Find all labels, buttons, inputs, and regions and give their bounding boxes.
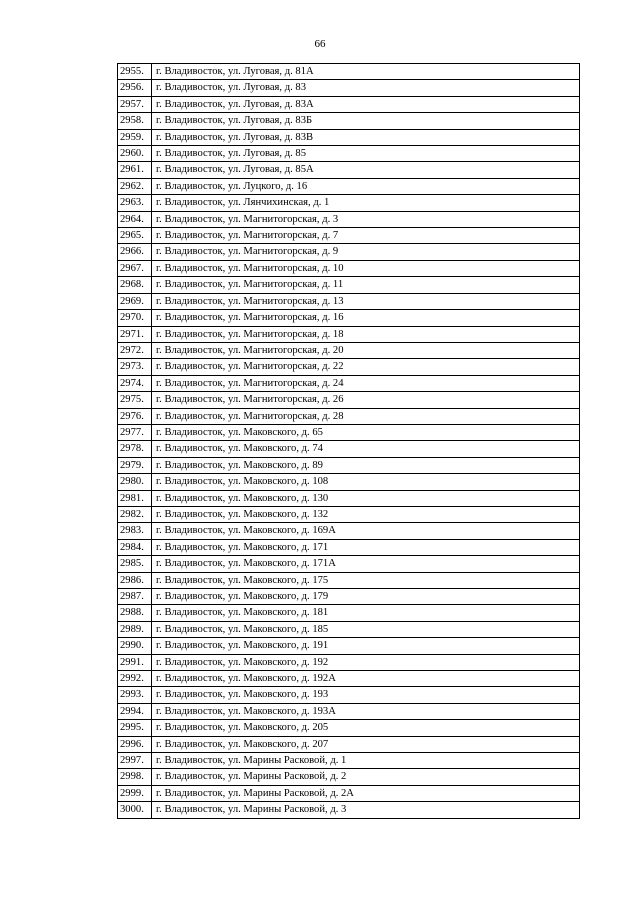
table-row: [118, 474, 580, 490]
table-row: [118, 720, 580, 736]
row-address: г. Владивосток, ул. Луговая, д. 85А: [152, 162, 580, 178]
row-number: 2981.: [118, 490, 152, 506]
row-address: г. Владивосток, ул. Маковского, д. 193А: [152, 703, 580, 719]
row-number: 3000.: [118, 802, 152, 818]
page-number: 66: [314, 38, 326, 50]
row-address: г. Владивосток, ул. Маковского, д. 205: [152, 720, 580, 736]
table-row: [118, 195, 580, 211]
row-number: 2974.: [118, 375, 152, 391]
row-address: г. Владивосток, ул. Маковского, д. 89: [152, 457, 580, 473]
row-number: 2969.: [118, 293, 152, 309]
table-row: [118, 802, 580, 818]
table-row: [118, 244, 580, 260]
table-row: [118, 638, 580, 654]
table-row: [118, 293, 580, 309]
table-row: [118, 457, 580, 473]
row-number: 2988.: [118, 605, 152, 621]
table-row: [118, 80, 580, 96]
row-number: 2995.: [118, 720, 152, 736]
row-address: г. Владивосток, ул. Маковского, д. 65: [152, 424, 580, 440]
row-number: 2993.: [118, 687, 152, 703]
row-address: г. Владивосток, ул. Луговая, д. 83А: [152, 96, 580, 112]
row-number: 2989.: [118, 621, 152, 637]
row-number: 2964.: [118, 211, 152, 227]
table-row: [118, 506, 580, 522]
row-address: г. Владивосток, ул. Маковского, д. 207: [152, 736, 580, 752]
row-number: 2962.: [118, 178, 152, 194]
row-address: г. Владивосток, ул. Маковского, д. 175: [152, 572, 580, 588]
table-row: [118, 178, 580, 194]
table-row: [118, 490, 580, 506]
row-number: 2970.: [118, 310, 152, 326]
table-row: [118, 523, 580, 539]
table-row: [118, 277, 580, 293]
table-row: [118, 310, 580, 326]
row-number: 2965.: [118, 228, 152, 244]
row-number: 2980.: [118, 474, 152, 490]
row-number: 2966.: [118, 244, 152, 260]
table-row: [118, 64, 580, 80]
row-number: 2979.: [118, 457, 152, 473]
row-number: 2987.: [118, 589, 152, 605]
row-number: 2999.: [118, 785, 152, 801]
row-number: 2996.: [118, 736, 152, 752]
row-address: г. Владивосток, ул. Марины Расковой, д. 2А: [152, 785, 580, 801]
row-address: г. Владивосток, ул. Маковского, д. 132: [152, 506, 580, 522]
row-address: г. Владивосток, ул. Магнитогорская, д. 24: [152, 375, 580, 391]
row-address: г. Владивосток, ул. Маковского, д. 130: [152, 490, 580, 506]
row-number: 2985.: [118, 556, 152, 572]
table-row: [118, 326, 580, 342]
table-row: [118, 769, 580, 785]
row-number: 2968.: [118, 277, 152, 293]
row-number: 2973.: [118, 359, 152, 375]
row-address: г. Владивосток, ул. Лянчихинская, д. 1: [152, 195, 580, 211]
table-row: [118, 162, 580, 178]
row-address: г. Владивосток, ул. Магнитогорская, д. 9: [152, 244, 580, 260]
row-address: г. Владивосток, ул. Магнитогорская, д. 7: [152, 228, 580, 244]
table-row: [118, 441, 580, 457]
row-address: г. Владивосток, ул. Луговая, д. 83Б: [152, 113, 580, 129]
row-number: 2963.: [118, 195, 152, 211]
table-row: [118, 342, 580, 358]
table-row: [118, 556, 580, 572]
table-row: [118, 113, 580, 129]
row-address: г. Владивосток, ул. Маковского, д. 192: [152, 654, 580, 670]
table-row: [118, 260, 580, 276]
row-number: 2992.: [118, 671, 152, 687]
row-address: г. Владивосток, ул. Маковского, д. 193: [152, 687, 580, 703]
row-number: 2978.: [118, 441, 152, 457]
table-row: [118, 753, 580, 769]
table-row: [118, 785, 580, 801]
row-number: 2997.: [118, 753, 152, 769]
row-address: г. Владивосток, ул. Маковского, д. 179: [152, 589, 580, 605]
row-address: г. Владивосток, ул. Маковского, д. 171: [152, 539, 580, 555]
row-address: г. Владивосток, ул. Луговая, д. 83В: [152, 129, 580, 145]
row-number: 2977.: [118, 424, 152, 440]
table-row: [118, 539, 580, 555]
row-number: 2983.: [118, 523, 152, 539]
row-number: 2994.: [118, 703, 152, 719]
row-address: г. Владивосток, ул. Магнитогорская, д. 18: [152, 326, 580, 342]
address-table-body: [118, 64, 580, 819]
table-row: [118, 392, 580, 408]
row-address: г. Владивосток, ул. Луговая, д. 85: [152, 146, 580, 162]
row-address: г. Владивосток, ул. Магнитогорская, д. 22: [152, 359, 580, 375]
row-address: г. Владивосток, ул. Магнитогорская, д. 10: [152, 260, 580, 276]
table-row: [118, 375, 580, 391]
row-address: г. Владивосток, ул. Луговая, д. 81А: [152, 64, 580, 80]
table-row: [118, 129, 580, 145]
row-address: г. Владивосток, ул. Маковского, д. 181: [152, 605, 580, 621]
row-number: 2959.: [118, 129, 152, 145]
row-number: 2982.: [118, 506, 152, 522]
table-row: [118, 408, 580, 424]
table-row: [118, 703, 580, 719]
row-address: г. Владивосток, ул. Маковского, д. 171А: [152, 556, 580, 572]
row-address: г. Владивосток, ул. Марины Расковой, д. 3: [152, 802, 580, 818]
row-number: 2960.: [118, 146, 152, 162]
table-row: [118, 605, 580, 621]
table-row: [118, 96, 580, 112]
row-number: 2957.: [118, 96, 152, 112]
row-number: 2976.: [118, 408, 152, 424]
row-number: 2991.: [118, 654, 152, 670]
table-row: [118, 654, 580, 670]
table-row: [118, 359, 580, 375]
row-number: 2990.: [118, 638, 152, 654]
row-address: г. Владивосток, ул. Магнитогорская, д. 26: [152, 392, 580, 408]
address-table: [117, 63, 580, 819]
row-number: 2956.: [118, 80, 152, 96]
row-address: г. Владивосток, ул. Маковского, д. 191: [152, 638, 580, 654]
row-number: 2975.: [118, 392, 152, 408]
row-number: 2986.: [118, 572, 152, 588]
row-number: 2984.: [118, 539, 152, 555]
table-row: [118, 736, 580, 752]
row-address: г. Владивосток, ул. Маковского, д. 192А: [152, 671, 580, 687]
table-row: [118, 572, 580, 588]
row-number: 2967.: [118, 260, 152, 276]
row-address: г. Владивосток, ул. Магнитогорская, д. 20: [152, 342, 580, 358]
table-row: [118, 671, 580, 687]
row-number: 2955.: [118, 64, 152, 80]
row-address: г. Владивосток, ул. Магнитогорская, д. 11: [152, 277, 580, 293]
row-address: г. Владивосток, ул. Марины Расковой, д. 1: [152, 753, 580, 769]
row-address: г. Владивосток, ул. Магнитогорская, д. 28: [152, 408, 580, 424]
row-address: г. Владивосток, ул. Магнитогорская, д. 3: [152, 211, 580, 227]
row-address: г. Владивосток, ул. Маковского, д. 74: [152, 441, 580, 457]
table-row: [118, 621, 580, 637]
table-row: [118, 228, 580, 244]
row-address: г. Владивосток, ул. Магнитогорская, д. 13: [152, 293, 580, 309]
row-number: 2971.: [118, 326, 152, 342]
row-number: 2961.: [118, 162, 152, 178]
row-address: г. Владивосток, ул. Магнитогорская, д. 16: [152, 310, 580, 326]
table-row: [118, 589, 580, 605]
table-row: [118, 424, 580, 440]
row-address: г. Владивосток, ул. Марины Расковой, д. 2: [152, 769, 580, 785]
row-address: г. Владивосток, ул. Маковского, д. 169А: [152, 523, 580, 539]
table-row: [118, 687, 580, 703]
row-address: г. Владивосток, ул. Маковского, д. 185: [152, 621, 580, 637]
table-row: [118, 211, 580, 227]
row-address: г. Владивосток, ул. Луцкого, д. 16: [152, 178, 580, 194]
row-number: 2972.: [118, 342, 152, 358]
row-address: г. Владивосток, ул. Маковского, д. 108: [152, 474, 580, 490]
row-number: 2998.: [118, 769, 152, 785]
row-number: 2958.: [118, 113, 152, 129]
table-row: [118, 146, 580, 162]
row-address: г. Владивосток, ул. Луговая, д. 83: [152, 80, 580, 96]
